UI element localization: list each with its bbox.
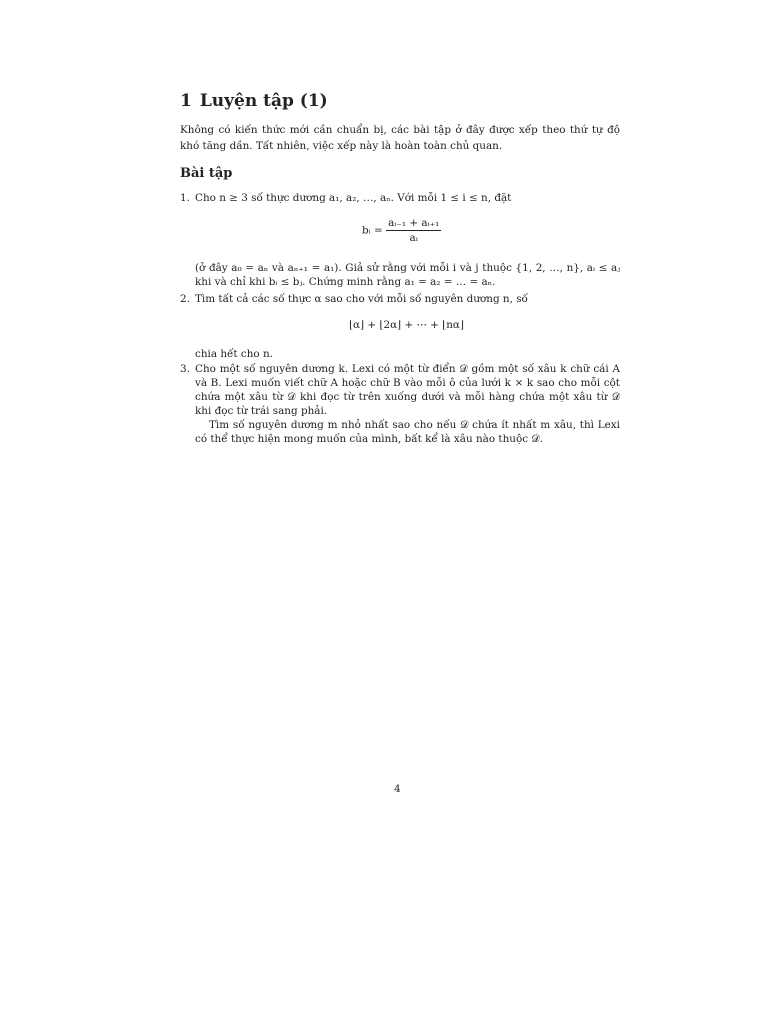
problem-text: Tìm tất cả các số thực α sao cho với mỗi số nguyên dương n, số — [195, 293, 528, 305]
problem-number: 1. — [180, 192, 190, 204]
problem-1 — [180, 191, 620, 205]
problem-2 — [180, 292, 620, 306]
problem-text-2: Tìm số nguyên dương m nhỏ nhất sao cho nếu 𝒟 chứa ít nhất m xâu, thì Lexi có thể thực hiện mong muốn của mình, bất kể là xâu nào thuộc 𝒟. — [195, 419, 620, 445]
problem-text: Cho n ≥ 3 số thực dương a₁, a₂, …, aₙ. Với mỗi 1 ≤ i ≤ n, đặt — [195, 192, 512, 204]
formula-lhs: bᵢ = — [362, 224, 383, 237]
problem-text-after: chia hết cho n. — [195, 348, 273, 360]
chapter-number: 1 — [180, 91, 192, 111]
page-number: 4 — [394, 783, 401, 795]
fraction — [386, 217, 441, 244]
problem-text: Cho một số nguyên dương k. Lexi có một từ điển 𝒟 gồm một số xâu k chữ cái A và B. Lexi muốn viết chữ A hoặc chữ B vào mỗi ô của lưới k × k sao cho mỗi cột chứa một xâu từ 𝒟 khi đọc từ trên xuống dưới và mỗi hàng chứa một xâu từ 𝒟 khi đọc từ trái sang phải. — [195, 363, 620, 417]
fraction-denominator: aᵢ — [409, 232, 418, 244]
formula-b — [362, 217, 441, 244]
section-heading: Bài tập — [180, 166, 233, 181]
chapter-title: Luyện tập (1) — [199, 91, 328, 111]
problem-3 — [180, 362, 620, 446]
fraction-numerator: aᵢ₋₁ + aᵢ₊₁ — [388, 217, 440, 229]
problem-number: 3. — [180, 363, 190, 375]
problem-1-continuation — [180, 261, 620, 289]
formula-floor-sum: ⌊α⌋ + ⌊2α⌋ + ⋯ + ⌊nα⌋ — [349, 319, 465, 331]
problem-2-continuation — [180, 347, 620, 361]
chapter-heading — [180, 91, 328, 111]
intro-paragraph: Không có kiến thức mới cần chuẩn bị, các bài tập ở đây được xếp theo thứ tự độ khó tăng dần. Tất nhiên, việc xếp này là hoàn toàn chủ quan. — [180, 124, 620, 152]
problem-number: 2. — [180, 293, 190, 305]
problem-text-after: (ở đây a₀ = aₙ và aₙ₊₁ = a₁). Giả sử rằng với mỗi i và j thuộc {1, 2, …, n}, aᵢ ≤ aⱼ khi và chỉ khi bᵢ ≤ bⱼ. Chứng minh rằng a₁ = a₂ = … = aₙ. — [195, 262, 620, 288]
